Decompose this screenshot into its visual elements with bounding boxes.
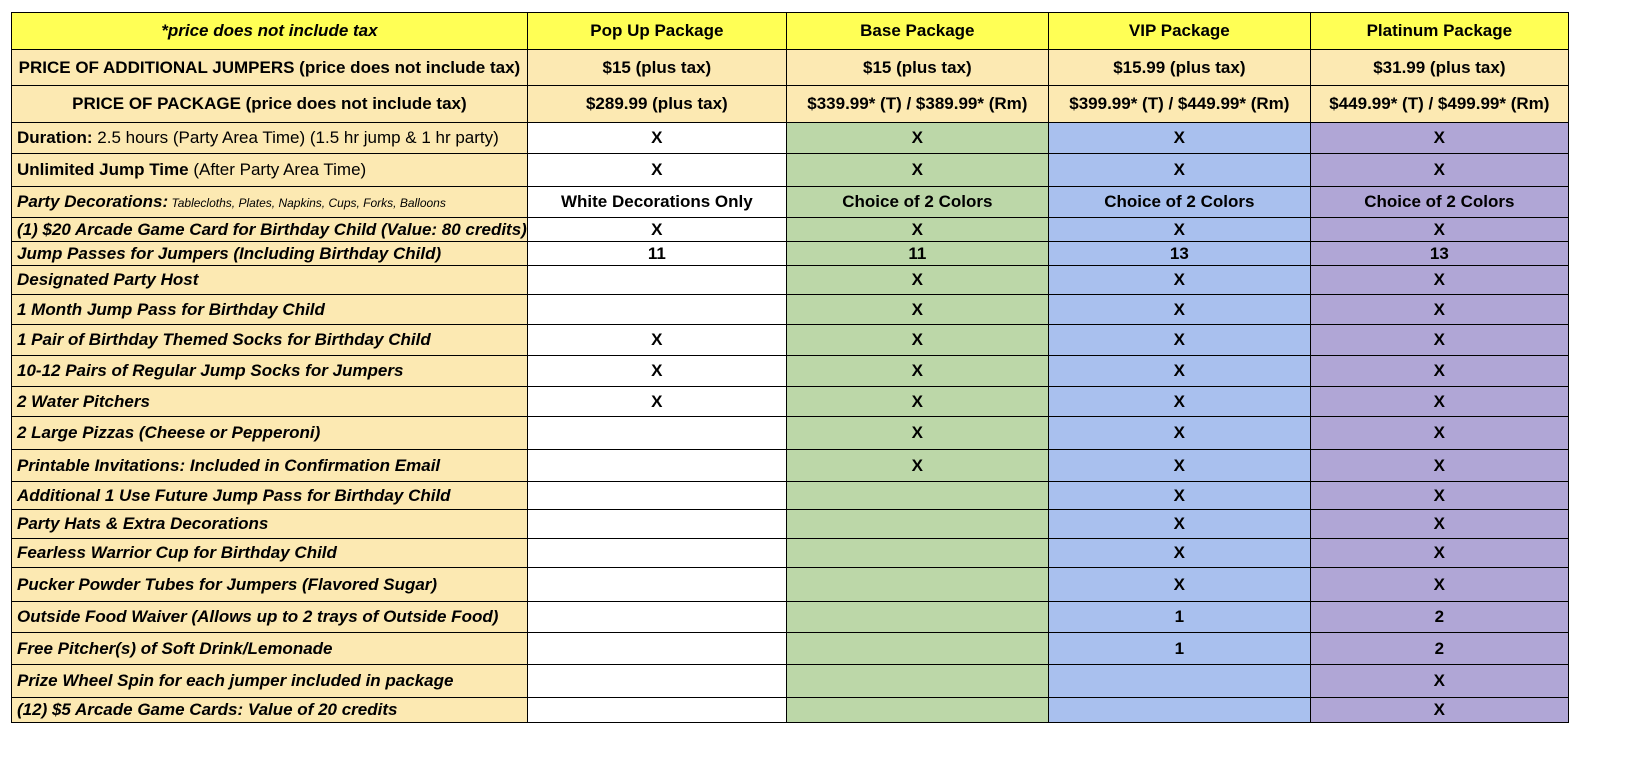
feature-row [12, 698, 1569, 723]
feature-name: 2 Water Pitchers [17, 391, 150, 411]
feature-label [12, 295, 528, 325]
feature-value: Choice of 2 Colors [1048, 187, 1310, 218]
feature-name: Party Hats & Extra Decorations [17, 514, 269, 533]
feature-value: X [1048, 387, 1310, 417]
feature-name: Outside Food Waiver (Allows up to 2 trays of Outside Food) [17, 607, 499, 626]
feature-value [786, 633, 1048, 665]
package-price: $289.99 (plus tax) [527, 86, 786, 123]
feature-value: X [1048, 325, 1310, 356]
package-header-base: Base Package [786, 13, 1048, 50]
feature-label [12, 482, 528, 510]
feature-name: Free Pitcher(s) of Soft Drink/Lemonade [17, 638, 333, 658]
feature-name: Duration: [17, 128, 93, 147]
additional-jumpers-row [12, 50, 1569, 86]
feature-value: X [527, 356, 786, 387]
feature-value [786, 482, 1048, 510]
feature-value: X [1048, 356, 1310, 387]
feature-row [12, 325, 1569, 356]
feature-value: X [1048, 417, 1310, 450]
feature-name: 2 Large Pizzas (Cheese or Pepperoni) [17, 423, 321, 442]
feature-detail: 2.5 hours (Party Area Time) (1.5 hr jump & 1 hr party) [92, 128, 499, 147]
feature-value [786, 568, 1048, 602]
feature-name: 10-12 Pairs of Regular Jump Socks for Jumpers [17, 361, 404, 380]
feature-row [12, 633, 1569, 665]
feature-value [786, 698, 1048, 723]
feature-value: White Decorations Only [527, 187, 786, 218]
feature-value [786, 510, 1048, 539]
feature-value: X [1048, 510, 1310, 539]
feature-value: X [1048, 218, 1310, 242]
feature-name: Printable Invitations: Included in Confirmation Email [17, 455, 441, 475]
feature-value: X [786, 417, 1048, 450]
feature-value: X [527, 325, 786, 356]
feature-value [1048, 698, 1310, 723]
feature-value: 1 [1048, 602, 1310, 633]
feature-value: X [1310, 266, 1568, 295]
feature-value: X [1048, 266, 1310, 295]
feature-value: X [786, 295, 1048, 325]
feature-value: X [1048, 482, 1310, 510]
feature-row [12, 154, 1569, 187]
feature-value [527, 417, 786, 450]
feature-name: Fearless Warrior Cup for Birthday Child [17, 543, 337, 562]
feature-value: X [786, 450, 1048, 482]
feature-name: (1) $20 Arcade Game Card for Birthday Child (Value: 80 credits) [17, 219, 527, 239]
feature-value: X [1310, 218, 1568, 242]
feature-value [786, 665, 1048, 698]
feature-value: X [1310, 568, 1568, 602]
feature-name: Additional 1 Use Future Jump Pass for Birthday Child [17, 485, 451, 505]
feature-value: 13 [1048, 242, 1310, 266]
package-comparison-table [11, 12, 1569, 723]
feature-label [12, 510, 528, 539]
package-header-pop-up: Pop Up Package [527, 13, 786, 50]
feature-value [527, 539, 786, 568]
feature-value: X [1310, 665, 1568, 698]
feature-value [527, 698, 786, 723]
package-header-platinum: Platinum Package [1310, 13, 1568, 50]
feature-row [12, 266, 1569, 295]
feature-label [12, 698, 528, 723]
feature-row [12, 482, 1569, 510]
feature-value: X [1048, 450, 1310, 482]
package-price: $399.99* (T) / $449.99* (Rm) [1048, 86, 1310, 123]
feature-value [786, 539, 1048, 568]
package-header-vip: VIP Package [1048, 13, 1310, 50]
feature-row [12, 356, 1569, 387]
package-price: $339.99* (T) / $389.99* (Rm) [786, 86, 1048, 123]
feature-label [12, 242, 528, 266]
feature-value [1048, 665, 1310, 698]
feature-value: X [527, 387, 786, 417]
feature-value: 11 [527, 242, 786, 266]
feature-row [12, 568, 1569, 602]
feature-value: X [1048, 539, 1310, 568]
feature-value: X [1310, 450, 1568, 482]
additional-jumpers-price: $15 (plus tax) [786, 50, 1048, 86]
feature-value [527, 510, 786, 539]
feature-value: Choice of 2 Colors [1310, 187, 1568, 218]
additional-jumpers-price: $31.99 (plus tax) [1310, 50, 1568, 86]
tax-note: *price does not include tax [12, 13, 528, 50]
feature-value: X [1310, 325, 1568, 356]
feature-row [12, 187, 1569, 218]
feature-value: X [786, 266, 1048, 295]
feature-row [12, 218, 1569, 242]
feature-value: X [1310, 539, 1568, 568]
feature-name: Jump Passes for Jumpers (Including Birthday Child) [17, 243, 442, 263]
feature-value [527, 568, 786, 602]
feature-label [12, 123, 528, 154]
additional-jumpers-price: $15.99 (plus tax) [1048, 50, 1310, 86]
feature-row [12, 123, 1569, 154]
feature-value [527, 665, 786, 698]
feature-value: 13 [1310, 242, 1568, 266]
feature-value: X [786, 356, 1048, 387]
feature-row [12, 417, 1569, 450]
feature-value [527, 266, 786, 295]
feature-value: X [1310, 482, 1568, 510]
feature-detail: Tablecloths, Plates, Napkins, Cups, Forks, Balloons [168, 196, 446, 210]
feature-value: X [527, 218, 786, 242]
feature-value: X [1310, 356, 1568, 387]
feature-name: Prize Wheel Spin for each jumper included in package [17, 671, 454, 690]
feature-value: X [1310, 417, 1568, 450]
feature-label [12, 356, 528, 387]
feature-label [12, 450, 528, 482]
feature-row [12, 450, 1569, 482]
feature-name: Designated Party Host [17, 270, 199, 289]
feature-name: Pucker Powder Tubes for Jumpers (Flavored Sugar) [17, 574, 438, 594]
feature-label [12, 602, 528, 633]
feature-label [12, 154, 528, 187]
feature-label [12, 665, 528, 698]
feature-value: X [786, 154, 1048, 187]
feature-value: X [786, 325, 1048, 356]
feature-value [527, 482, 786, 510]
feature-value: X [527, 123, 786, 154]
feature-value [527, 295, 786, 325]
feature-label [12, 266, 528, 295]
feature-value: 1 [1048, 633, 1310, 665]
feature-label [12, 539, 528, 568]
feature-value: X [786, 387, 1048, 417]
feature-row [12, 242, 1569, 266]
feature-label [12, 387, 528, 417]
feature-label [12, 568, 528, 602]
feature-name: 1 Pair of Birthday Themed Socks for Birthday Child [17, 330, 431, 349]
feature-label [12, 633, 528, 665]
feature-row [12, 539, 1569, 568]
feature-row [12, 387, 1569, 417]
package-price-label: PRICE OF PACKAGE (price does not include tax) [12, 86, 528, 123]
feature-value: X [786, 218, 1048, 242]
feature-value: X [1310, 123, 1568, 154]
feature-label [12, 187, 528, 218]
feature-value [786, 602, 1048, 633]
feature-value: X [1310, 295, 1568, 325]
feature-value: X [786, 123, 1048, 154]
feature-row [12, 295, 1569, 325]
feature-value [527, 450, 786, 482]
feature-detail: (After Party Area Time) [188, 160, 367, 179]
feature-value: X [1310, 698, 1568, 723]
feature-name: Unlimited Jump Time [17, 160, 189, 179]
feature-value: X [1048, 154, 1310, 187]
feature-value: X [527, 154, 786, 187]
feature-name: 1 Month Jump Pass for Birthday Child [17, 299, 325, 319]
header-row [12, 13, 1569, 50]
package-price-row [12, 86, 1569, 123]
feature-value: X [1048, 295, 1310, 325]
feature-value: 11 [786, 242, 1048, 266]
package-price: $449.99* (T) / $499.99* (Rm) [1310, 86, 1568, 123]
feature-label [12, 417, 528, 450]
feature-name: Party Decorations: [17, 192, 169, 211]
feature-row [12, 665, 1569, 698]
feature-row [12, 602, 1569, 633]
feature-value [527, 633, 786, 665]
feature-value: X [1310, 154, 1568, 187]
feature-value: X [1048, 568, 1310, 602]
feature-value [527, 602, 786, 633]
feature-label [12, 325, 528, 356]
feature-name: (12) $5 Arcade Game Cards: Value of 20 credits [17, 700, 398, 719]
additional-jumpers-label: PRICE OF ADDITIONAL JUMPERS (price does not include tax) [12, 50, 528, 86]
additional-jumpers-price: $15 (plus tax) [527, 50, 786, 86]
feature-value: X [1310, 387, 1568, 417]
feature-value: Choice of 2 Colors [786, 187, 1048, 218]
feature-value: X [1310, 510, 1568, 539]
feature-label [12, 218, 528, 242]
feature-value: 2 [1310, 633, 1568, 665]
feature-row [12, 510, 1569, 539]
feature-value: X [1048, 123, 1310, 154]
feature-value: 2 [1310, 602, 1568, 633]
